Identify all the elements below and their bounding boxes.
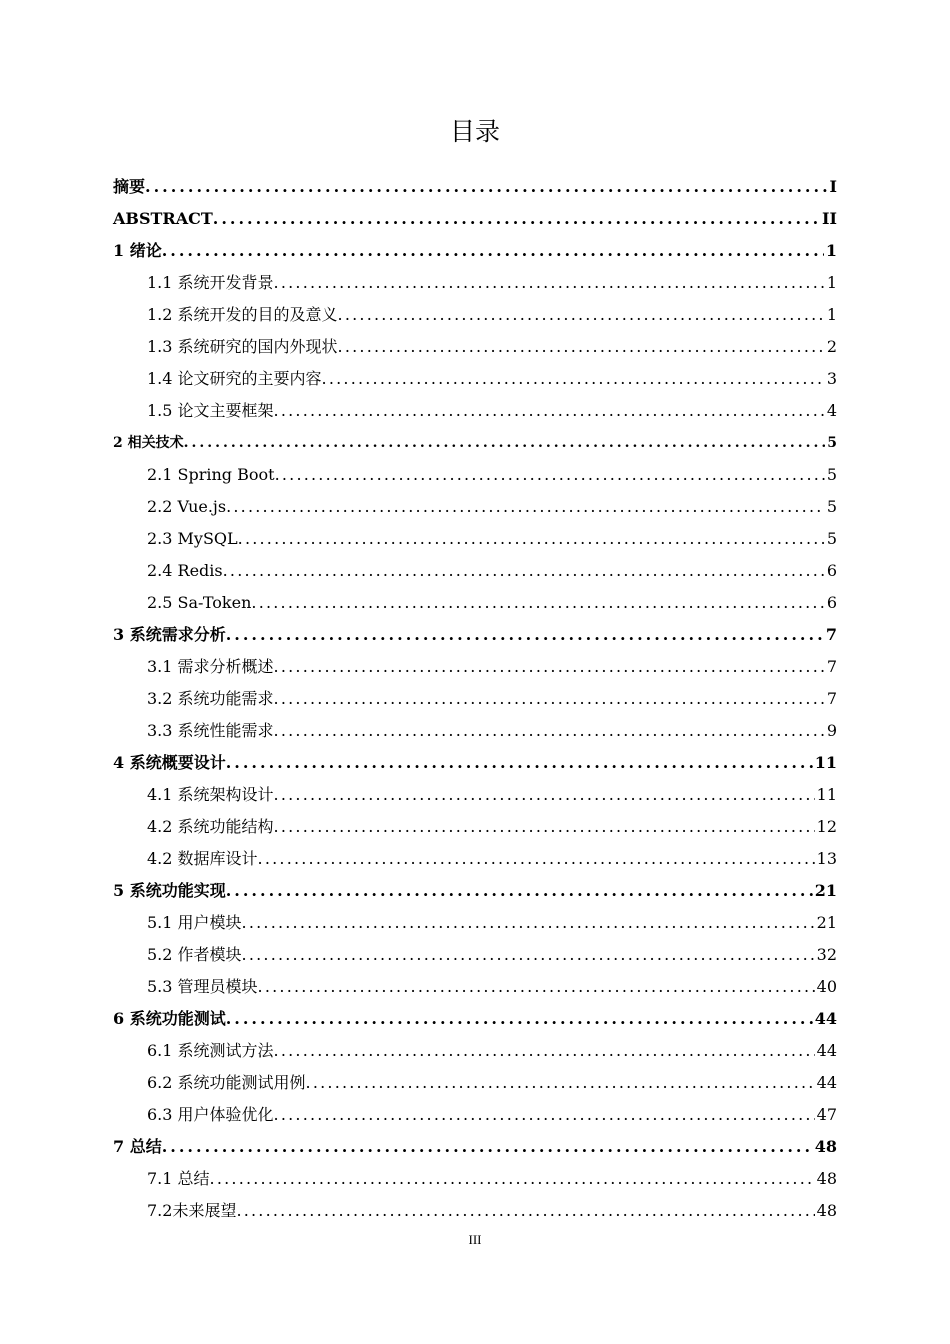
toc-entry[interactable] bbox=[113, 747, 837, 779]
toc-leader bbox=[338, 299, 825, 331]
toc-entry-label: 1.3 系统研究的国内外现状 bbox=[147, 337, 338, 356]
toc-leader bbox=[274, 651, 825, 683]
toc-entry-label: 2.1 Spring Boot bbox=[147, 465, 275, 484]
toc-leader bbox=[258, 971, 815, 1003]
toc-leader bbox=[145, 171, 828, 203]
toc-entry[interactable] bbox=[113, 587, 837, 619]
toc-leader bbox=[258, 843, 815, 875]
toc-entry-page: 2 bbox=[826, 337, 837, 356]
toc-entry-label: 5.2 作者模块 bbox=[147, 945, 242, 964]
toc-entry-label: 3 系统需求分析 bbox=[113, 625, 226, 644]
toc-entry-page: 40 bbox=[816, 977, 837, 996]
toc-entry-page: 6 bbox=[826, 593, 837, 612]
toc-entry-label: 6.3 用户体验优化 bbox=[147, 1105, 274, 1124]
toc-entry-label: 2.2 Vue.js bbox=[147, 497, 227, 516]
toc-entry-page: 48 bbox=[814, 1137, 837, 1156]
toc-entry-label: 6.2 系统功能测试用例 bbox=[147, 1073, 306, 1092]
toc-leader bbox=[184, 427, 826, 459]
toc-leader bbox=[226, 491, 825, 523]
toc-entry-page: 7 bbox=[826, 657, 837, 676]
page-number: III bbox=[468, 1232, 482, 1247]
toc-entry[interactable] bbox=[113, 875, 837, 907]
toc-entry-label: 7 总结 bbox=[113, 1137, 162, 1156]
toc-entry[interactable] bbox=[113, 939, 837, 971]
toc-leader bbox=[306, 1067, 815, 1099]
toc-leader bbox=[162, 235, 824, 267]
toc-entry-page: 4 bbox=[826, 401, 837, 420]
toc-entry[interactable] bbox=[113, 459, 837, 491]
toc-entry-label: 3.1 需求分析概述 bbox=[147, 657, 274, 676]
toc-entry[interactable] bbox=[113, 811, 837, 843]
toc-entry[interactable] bbox=[113, 331, 837, 363]
toc-entry[interactable] bbox=[113, 491, 837, 523]
toc-entry-label: 6 系统功能测试 bbox=[113, 1009, 226, 1028]
toc-entry-page: 48 bbox=[816, 1169, 837, 1188]
toc-entry-label: 1.5 论文主要框架 bbox=[147, 401, 274, 420]
toc-leader bbox=[338, 331, 825, 363]
toc-entry[interactable] bbox=[113, 779, 837, 811]
toc-entry[interactable] bbox=[113, 555, 837, 587]
toc-leader bbox=[226, 619, 824, 651]
toc-entry[interactable] bbox=[113, 267, 837, 299]
toc-entry[interactable] bbox=[113, 1067, 837, 1099]
toc-entry[interactable] bbox=[113, 523, 837, 555]
toc-entry-page: 32 bbox=[816, 945, 837, 964]
toc-entry-label: 5.3 管理员模块 bbox=[147, 977, 258, 996]
toc-entry[interactable] bbox=[113, 651, 837, 683]
toc-entry[interactable] bbox=[113, 171, 837, 203]
toc-entry-page: 21 bbox=[816, 913, 837, 932]
toc-entry-page: 5 bbox=[826, 465, 837, 484]
toc-entry-label: 2.5 Sa-Token bbox=[147, 593, 252, 612]
toc-entry-page: 1 bbox=[826, 273, 837, 292]
toc-entry-label: 3.2 系统功能需求 bbox=[147, 689, 274, 708]
toc-entry[interactable] bbox=[113, 715, 837, 747]
toc-entry-label: 2 相关技术 bbox=[113, 435, 184, 451]
toc-entry[interactable] bbox=[113, 1131, 837, 1163]
toc-entry[interactable] bbox=[113, 363, 837, 395]
toc-leader bbox=[242, 907, 815, 939]
toc-entry-label: 7.1 总结 bbox=[147, 1169, 210, 1188]
toc-entry[interactable] bbox=[113, 427, 837, 459]
toc-entry[interactable] bbox=[113, 395, 837, 427]
toc-leader bbox=[226, 747, 813, 779]
toc-entry-label: 1.1 系统开发背景 bbox=[147, 273, 274, 292]
toc-entry[interactable] bbox=[113, 1163, 837, 1195]
toc-entry[interactable] bbox=[113, 619, 837, 651]
toc-entry-page: 5 bbox=[826, 497, 837, 516]
toc-entry-page: 9 bbox=[826, 721, 837, 740]
toc-entry-page: 11 bbox=[816, 785, 837, 804]
toc-leader bbox=[274, 395, 825, 427]
toc-leader bbox=[238, 523, 825, 555]
toc-leader bbox=[275, 459, 825, 491]
toc-entry[interactable] bbox=[113, 1035, 837, 1067]
toc-leader bbox=[274, 715, 825, 747]
toc-entry[interactable] bbox=[113, 1003, 837, 1035]
toc-entry-label: 3.3 系统性能需求 bbox=[147, 721, 274, 740]
toc-entry-label: 4.2 数据库设计 bbox=[147, 849, 258, 868]
toc-entry-page: 13 bbox=[816, 849, 837, 868]
toc-leader bbox=[322, 363, 825, 395]
toc-entry-label: 1 绪论 bbox=[113, 241, 162, 260]
toc-leader bbox=[242, 939, 815, 971]
toc-entry-page: 1 bbox=[826, 305, 837, 324]
toc-entry-page: 44 bbox=[816, 1041, 837, 1060]
toc-entry-page: 1 bbox=[825, 241, 837, 260]
toc-leader bbox=[274, 683, 825, 715]
toc-leader bbox=[226, 1003, 813, 1035]
toc-entry-label: 5.1 用户模块 bbox=[147, 913, 242, 932]
toc-entry[interactable] bbox=[113, 1099, 837, 1131]
toc-entry-label: 1.4 论文研究的主要内容 bbox=[147, 369, 322, 388]
toc-entry[interactable] bbox=[113, 1195, 837, 1227]
toc-leader bbox=[162, 1131, 813, 1163]
toc-entry-label: 7.2未来展望 bbox=[147, 1201, 237, 1220]
toc-entry-page: 11 bbox=[814, 753, 837, 772]
toc-leader bbox=[274, 1035, 815, 1067]
toc-entry-page: II bbox=[822, 209, 837, 228]
toc-leader bbox=[274, 1099, 815, 1131]
toc-entry-label: 5 系统功能实现 bbox=[113, 881, 226, 900]
toc-entry-page: 3 bbox=[826, 369, 837, 388]
toc-entry[interactable] bbox=[113, 203, 837, 235]
toc-leader bbox=[226, 875, 813, 907]
toc-entry-label: 2.3 MySQL bbox=[147, 529, 238, 548]
toc-entry[interactable] bbox=[113, 907, 837, 939]
toc-entry-page: 47 bbox=[816, 1105, 837, 1124]
toc-entry-page: 48 bbox=[816, 1201, 837, 1220]
toc-leader bbox=[274, 267, 825, 299]
toc-entry[interactable] bbox=[113, 971, 837, 1003]
toc-entry-label: 摘要 bbox=[113, 177, 146, 196]
toc-entry-label: 4.2 系统功能结构 bbox=[147, 817, 274, 836]
toc-entry-page: 6 bbox=[826, 561, 837, 580]
toc-entry-label: 6.1 系统测试方法 bbox=[147, 1041, 274, 1060]
toc-entry-page: 44 bbox=[814, 1009, 837, 1028]
toc-leader bbox=[236, 1195, 814, 1227]
toc-leader bbox=[210, 1163, 815, 1195]
toc-leader bbox=[223, 555, 825, 587]
toc-entry[interactable] bbox=[113, 843, 837, 875]
toc-leader bbox=[274, 811, 815, 843]
toc-entry-label: 2.4 Redis bbox=[147, 561, 223, 580]
toc-entry[interactable] bbox=[113, 299, 837, 331]
toc-leader bbox=[251, 587, 824, 619]
toc-entry-label: 4 系统概要设计 bbox=[113, 753, 226, 772]
table-of-contents bbox=[113, 171, 837, 1227]
toc-entry-page: 7 bbox=[826, 689, 837, 708]
toc-leader bbox=[213, 203, 820, 235]
toc-entry-page: I bbox=[829, 177, 837, 196]
toc-entry-label: 1.2 系统开发的目的及意义 bbox=[147, 305, 338, 324]
toc-entry[interactable] bbox=[113, 235, 837, 267]
toc-leader bbox=[274, 779, 815, 811]
toc-title: 目录 bbox=[449, 117, 500, 146]
toc-entry-label: 4.1 系统架构设计 bbox=[147, 785, 274, 804]
toc-entry-label: ABSTRACT bbox=[113, 209, 213, 228]
toc-entry-page: 5 bbox=[827, 435, 837, 451]
toc-entry[interactable] bbox=[113, 683, 837, 715]
toc-entry-page: 7 bbox=[825, 625, 837, 644]
toc-entry-page: 5 bbox=[826, 529, 837, 548]
toc-entry-page: 21 bbox=[814, 881, 837, 900]
toc-entry-page: 44 bbox=[816, 1073, 837, 1092]
toc-entry-page: 12 bbox=[816, 817, 837, 836]
